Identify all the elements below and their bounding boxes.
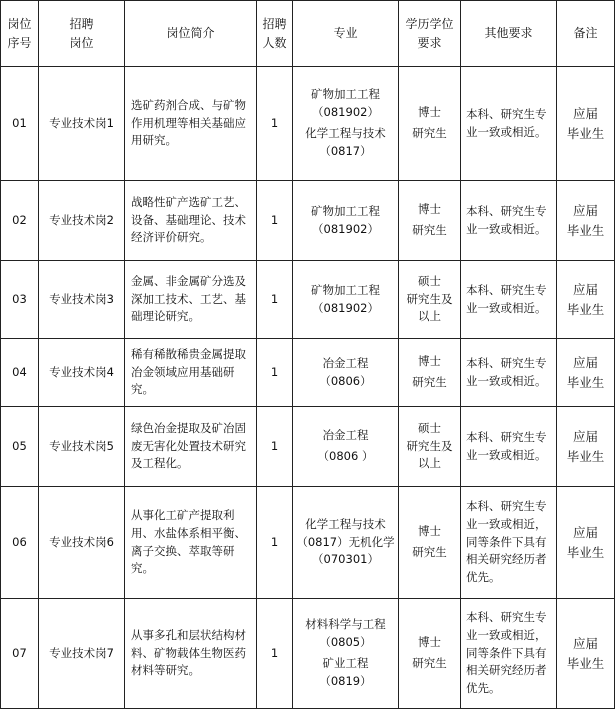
cell-edu: 博士 研究生 bbox=[399, 339, 461, 407]
cell-note: 应届 毕业生 bbox=[557, 407, 615, 487]
cell-post: 专业技术岗1 bbox=[39, 67, 125, 181]
cell-post: 专业技术岗3 bbox=[39, 261, 125, 339]
cell-note: 应届 毕业生 bbox=[557, 181, 615, 261]
cell-count: 1 bbox=[257, 181, 293, 261]
cell-edu: 硕士 研究生及 以上 bbox=[399, 407, 461, 487]
cell-no: 06 bbox=[1, 487, 39, 599]
cell-major: 矿物加工工程 （081902） 化学工程与技术 （0817） bbox=[293, 67, 399, 181]
cell-other: 本科、研究生专业一致或相近。 bbox=[461, 339, 557, 407]
cell-no: 04 bbox=[1, 339, 39, 407]
cell-no: 03 bbox=[1, 261, 39, 339]
cell-other: 本科、研究生专业一致或相近。 bbox=[461, 181, 557, 261]
cell-other: 本科、研究生专业一致或相近。 bbox=[461, 261, 557, 339]
table-row bbox=[1, 407, 615, 487]
cell-major: 冶金工程 （0806 ） bbox=[293, 407, 399, 487]
cell-intro: 金属、非金属矿分选及深加工技术、工艺、基础理论研究。 bbox=[125, 261, 257, 339]
header-count: 招聘 人数 bbox=[257, 1, 293, 67]
cell-other: 本科、研究生专业一致或相近，同等条件下具有相关研究经历者优先。 bbox=[461, 599, 557, 709]
cell-intro: 战略性矿产选矿工艺、设备、基础理论、技术经济评价研究。 bbox=[125, 181, 257, 261]
cell-intro: 从事多孔和层状结构材料、矿物载体生物医药材料等研究。 bbox=[125, 599, 257, 709]
cell-note: 应届 毕业生 bbox=[557, 67, 615, 181]
cell-post: 专业技术岗2 bbox=[39, 181, 125, 261]
header-intro: 岗位简介 bbox=[125, 1, 257, 67]
cell-other: 本科、研究生专业一致或相近。 bbox=[461, 407, 557, 487]
table-row bbox=[1, 599, 615, 709]
cell-no: 01 bbox=[1, 67, 39, 181]
header-edu: 学历学位 要求 bbox=[399, 1, 461, 67]
cell-note: 应届 毕业生 bbox=[557, 599, 615, 709]
cell-intro: 选矿药剂合成、与矿物作用机理等相关基础应用研究。 bbox=[125, 67, 257, 181]
table-row bbox=[1, 261, 615, 339]
cell-no: 05 bbox=[1, 407, 39, 487]
cell-major: 冶金工程 （0806） bbox=[293, 339, 399, 407]
header-post: 招聘 岗位 bbox=[39, 1, 125, 67]
cell-post: 专业技术岗7 bbox=[39, 599, 125, 709]
cell-count: 1 bbox=[257, 599, 293, 709]
table-row bbox=[1, 487, 615, 599]
cell-no: 02 bbox=[1, 181, 39, 261]
header-major: 专业 bbox=[293, 1, 399, 67]
cell-count: 1 bbox=[257, 407, 293, 487]
header-note: 备注 bbox=[557, 1, 615, 67]
cell-note: 应届 毕业生 bbox=[557, 261, 615, 339]
cell-count: 1 bbox=[257, 339, 293, 407]
cell-major: 化学工程与技术（0817）无机化学（070301） bbox=[293, 487, 399, 599]
cell-edu: 博士 研究生 bbox=[399, 599, 461, 709]
cell-intro: 绿色冶金提取及矿冶固废无害化处置技术研究及工程化。 bbox=[125, 407, 257, 487]
header-row bbox=[1, 1, 615, 67]
cell-post: 专业技术岗5 bbox=[39, 407, 125, 487]
header-other: 其他要求 bbox=[461, 1, 557, 67]
cell-post: 专业技术岗4 bbox=[39, 339, 125, 407]
cell-post: 专业技术岗6 bbox=[39, 487, 125, 599]
cell-count: 1 bbox=[257, 67, 293, 181]
cell-edu: 博士 研究生 bbox=[399, 487, 461, 599]
cell-other: 本科、研究生专业一致或相近，同等条件下具有相关研究经历者优先。 bbox=[461, 487, 557, 599]
table-row bbox=[1, 339, 615, 407]
cell-note: 应届 毕业生 bbox=[557, 487, 615, 599]
header-no: 岗位 序号 bbox=[1, 1, 39, 67]
cell-major: 材料科学与工程 （0805） 矿业工程 （0819） bbox=[293, 599, 399, 709]
cell-intro: 从事化工矿产提取利用、水盐体系相平衡、离子交换、萃取等研究。 bbox=[125, 487, 257, 599]
table-row bbox=[1, 181, 615, 261]
cell-count: 1 bbox=[257, 261, 293, 339]
cell-edu: 硕士 研究生及 以上 bbox=[399, 261, 461, 339]
cell-edu: 博士 研究生 bbox=[399, 67, 461, 181]
cell-intro: 稀有稀散稀贵金属提取冶金领域应用基础研究。 bbox=[125, 339, 257, 407]
cell-edu: 博士 研究生 bbox=[399, 181, 461, 261]
cell-other: 本科、研究生专业一致或相近。 bbox=[461, 67, 557, 181]
cell-no: 07 bbox=[1, 599, 39, 709]
table-row bbox=[1, 67, 615, 181]
cell-major: 矿物加工工程 （081902） bbox=[293, 261, 399, 339]
cell-count: 1 bbox=[257, 487, 293, 599]
cell-major: 矿物加工工程 （081902） bbox=[293, 181, 399, 261]
cell-note: 应届 毕业生 bbox=[557, 339, 615, 407]
